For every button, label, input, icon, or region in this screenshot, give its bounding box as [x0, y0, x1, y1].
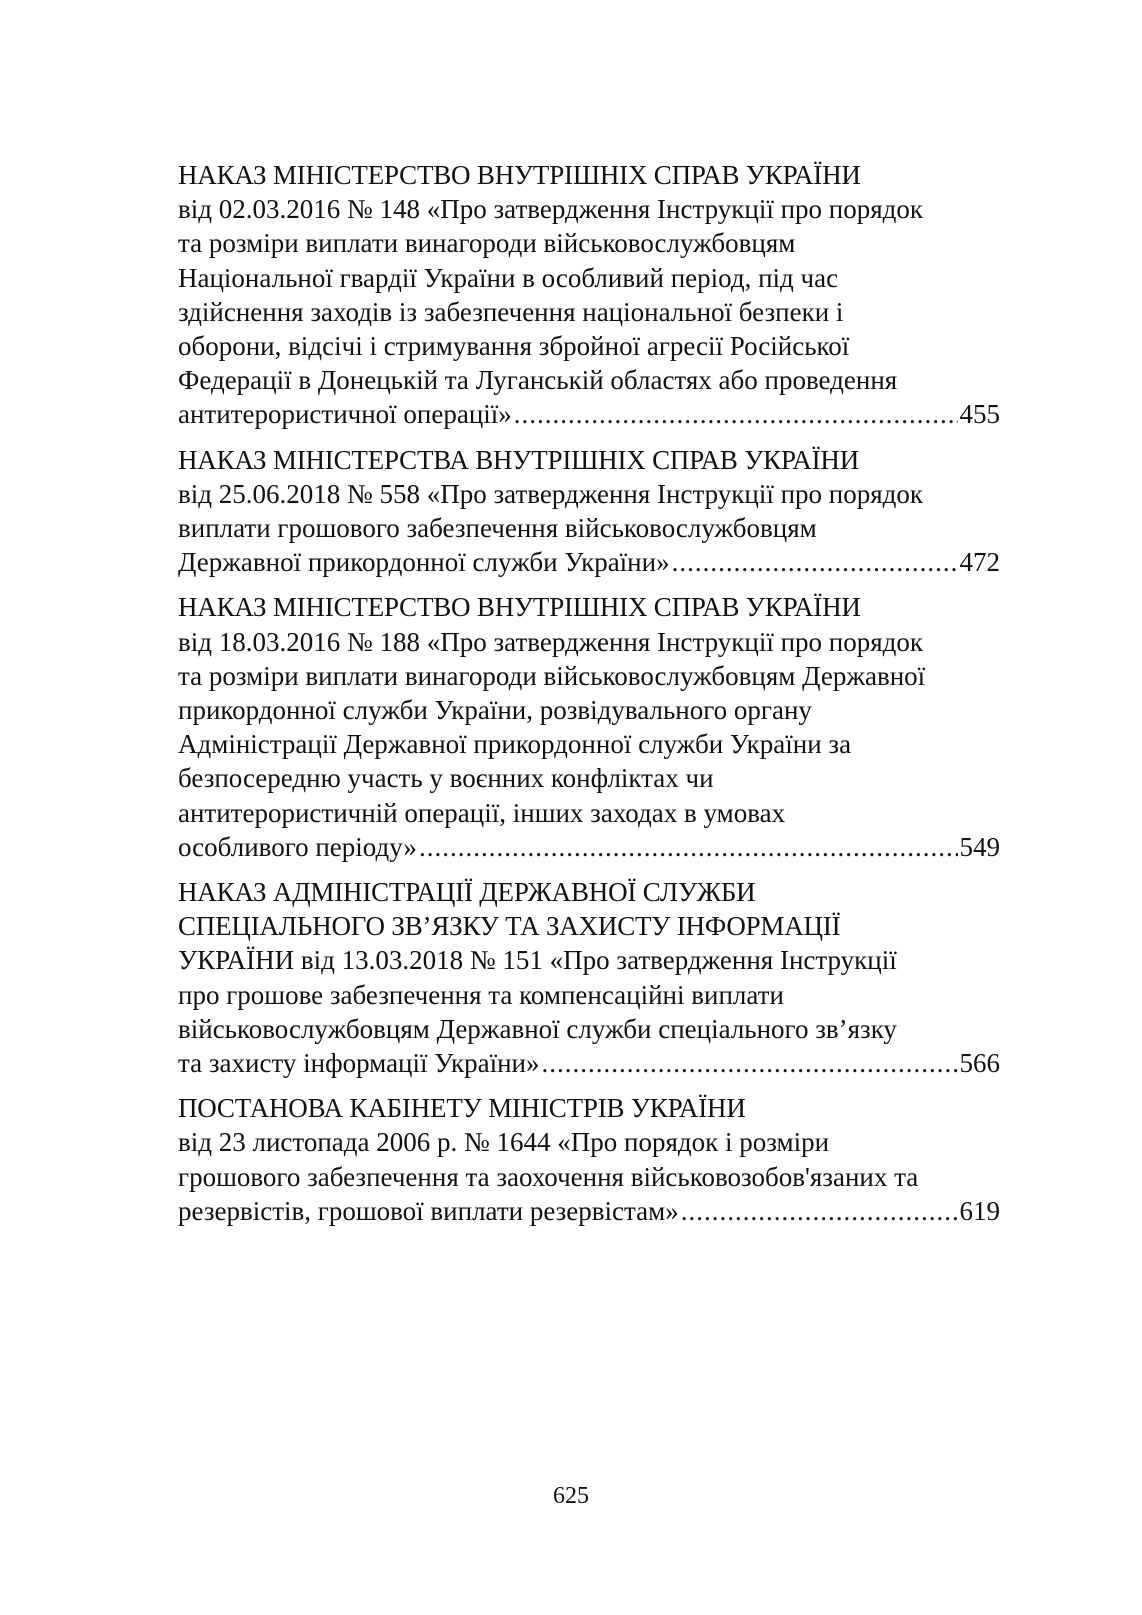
toc-page-number: 472	[959, 547, 1000, 578]
toc-entry-text-line: від 02.03.2016 № 148 «Про затвердження Інструкції про порядок	[178, 194, 923, 225]
toc-entry-heading: СПЕЦІАЛЬНОГО ЗВ’ЯЗКУ ТА ЗАХИСТУ ІНФОРМАЦІЇ	[178, 911, 841, 942]
toc-entry-text-line: виплати грошового забезпечення військовослужбовцям	[178, 513, 817, 544]
toc-entry-text-line: від 23 листопада 2006 р. № 1644 «Про порядок і розміри	[178, 1127, 830, 1158]
toc-entry-text-line: прикордонної служби України, розвідувального органу	[178, 695, 812, 726]
toc-entry-text-line: особливого періоду»	[178, 831, 417, 862]
toc-entry-text-line: грошового забезпечення та заохочення військовозобов'язаних та	[178, 1161, 919, 1192]
toc-entry	[178, 1091, 1000, 1228]
toc-entry-text-line: про грошове забезпечення та компенсаційні виплати	[178, 979, 784, 1010]
toc-entry-heading: НАКАЗ МІНІСТЕРСТВО ВНУТРІШНІХ СПРАВ УКРАЇНИ	[178, 160, 861, 190]
toc-entry-text-line: та захисту інформації України»	[178, 1048, 540, 1079]
toc-page-number: 619	[959, 1195, 1000, 1226]
page-number: 625	[553, 1483, 589, 1509]
toc-entry-text-line: УКРАЇНИ від 13.03.2018 № 151 «Про затвердження Інструкції	[178, 945, 897, 976]
dot-leader	[672, 545, 958, 579]
table-of-contents	[178, 158, 1000, 1239]
toc-page-number: 566	[959, 1048, 1000, 1079]
toc-entry-text-line: антитерористичній операції, інших заходах в умовах	[178, 797, 786, 828]
toc-entry-last-line	[178, 1194, 1000, 1228]
toc-entry-heading: НАКАЗ АДМІНІСТРАЦІЇ ДЕРЖАВНОЇ СЛУЖБИ	[178, 877, 756, 908]
dot-leader	[681, 1194, 958, 1228]
toc-entry-heading: НАКАЗ МІНІСТЕРСТВО ВНУТРІШНІХ СПРАВ УКРАЇНИ	[178, 592, 861, 623]
toc-entry-text-line: від 18.03.2016 № 188 «Про затвердження Інструкції про порядок	[178, 626, 923, 657]
toc-entry-text-line: військовослужбовцям Державної служби спеціального зв’язку	[178, 1013, 897, 1044]
toc-entry	[178, 875, 1000, 1080]
toc-entry-text-line: та розміри виплати винагороди військовослужбовцям Державної	[178, 660, 926, 691]
toc-entry-last-line	[178, 1046, 1000, 1080]
toc-entry-text-line: Федерації в Донецькій та Луганській областях або проведення	[178, 365, 898, 396]
toc-entry-heading: ПОСТАНОВА КАБІНЕТУ МІНІСТРІВ УКРАЇНИ	[178, 1093, 746, 1124]
toc-entry-text-line: Національної гвардії України в особливий період, під час	[178, 262, 839, 293]
dot-leader	[419, 830, 958, 864]
toc-entry-text-line: здійснення заходів із забезпечення національної безпеки і	[178, 296, 844, 327]
toc-entry-text-line: безпосередню участь у воєнних конфліктах чи	[178, 763, 714, 794]
toc-entry-text-line: від 25.06.2018 № 558 «Про затвердження Інструкції про порядок	[178, 478, 923, 509]
toc-entry	[178, 590, 1000, 864]
dot-leader	[542, 1046, 958, 1080]
toc-entry-last-line	[178, 397, 1000, 431]
toc-page-number: 549	[959, 831, 1000, 862]
toc-page-number: 455	[959, 399, 1000, 430]
toc-entry-text-line: Адміністрації Державної прикордонної служби України за	[178, 729, 852, 760]
toc-entry-text-line: оборони, відсічі і стримування збройної агресії Російської	[178, 331, 850, 362]
toc-entry-text-line: резервістів, грошової виплати резервістам»	[178, 1195, 679, 1226]
toc-entry-text-line: та розміри виплати винагороди військовослужбовцям	[178, 228, 796, 259]
toc-entry	[178, 158, 1000, 432]
toc-entry-text-line: Державної прикордонної служби України»	[178, 547, 670, 578]
dot-leader	[514, 397, 958, 431]
toc-entry-heading: НАКАЗ МІНІСТЕРСТВА ВНУТРІШНІХ СПРАВ УКРАЇНИ	[178, 444, 859, 475]
toc-entry-text-line: антитерористичної операції»	[178, 399, 512, 430]
toc-entry-last-line	[178, 830, 1000, 864]
toc-entry-last-line	[178, 545, 1000, 579]
toc-entry	[178, 443, 1000, 580]
